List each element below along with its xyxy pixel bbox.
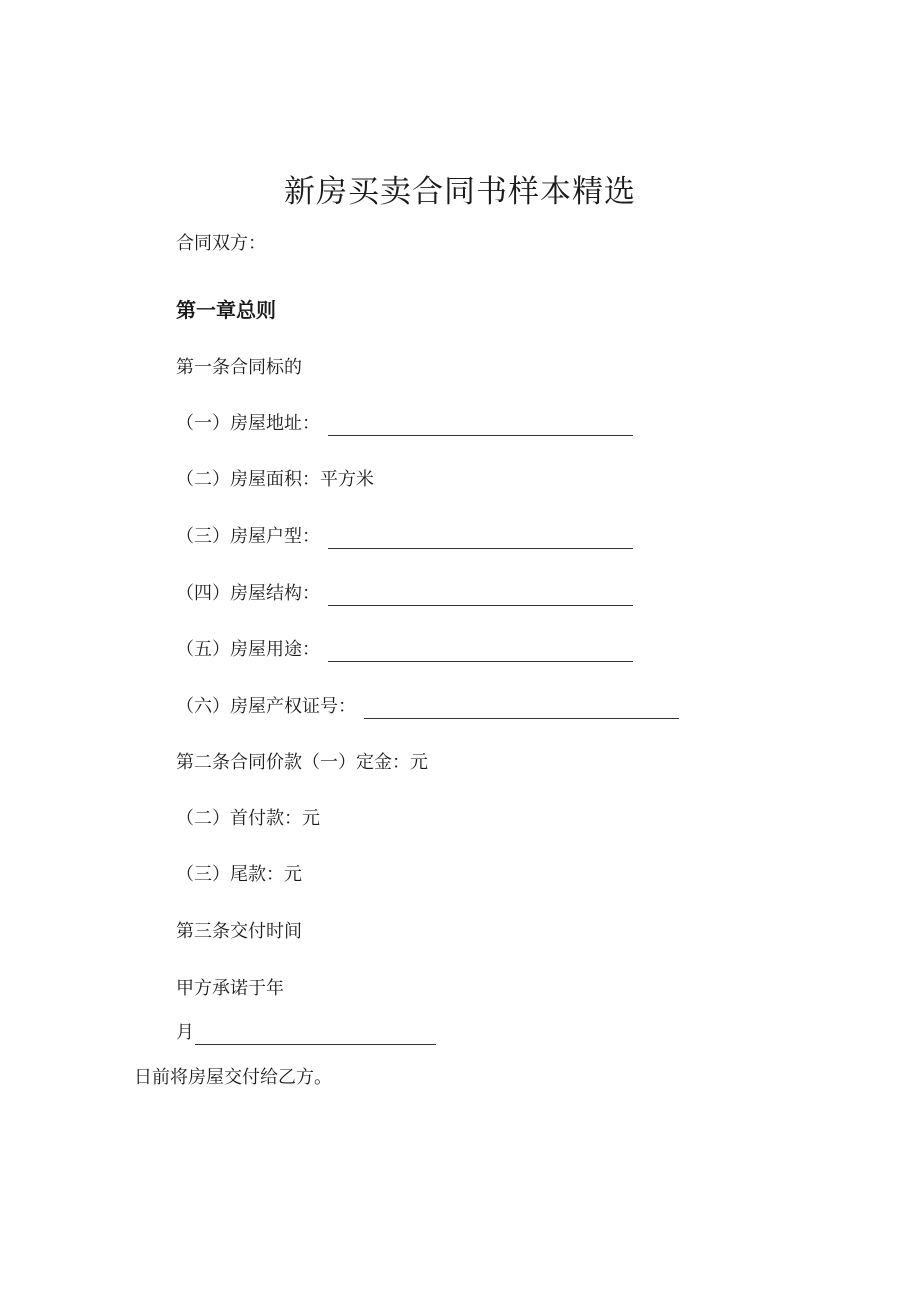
item-label: （二）房屋面积：平方米 <box>176 469 374 490</box>
fill-blank[interactable] <box>328 641 633 662</box>
month-label: 月 <box>176 1022 194 1043</box>
document-title: 新房买卖合同书样本精选 <box>284 174 636 210</box>
fill-blank[interactable] <box>364 698 679 719</box>
item-house-area <box>176 468 374 492</box>
fill-blank[interactable] <box>328 585 633 606</box>
item-property-certificate <box>176 695 679 719</box>
delivery-line-year: 甲方承诺于年 <box>176 978 284 999</box>
fill-blank[interactable] <box>328 415 633 436</box>
item-house-address <box>176 412 633 436</box>
item-house-structure <box>176 582 633 606</box>
item-label: （六）房屋产权证号： <box>176 696 356 717</box>
fill-blank[interactable] <box>195 1024 436 1045</box>
article-3-heading: 第三条交付时间 <box>176 921 302 942</box>
item-house-usage <box>176 638 633 662</box>
item-label: （五）房屋用途： <box>176 639 320 660</box>
article-1-heading: 第一条合同标的 <box>176 357 302 378</box>
item-label: （一）房屋地址： <box>176 413 320 434</box>
parties-label: 合同双方： <box>176 233 266 254</box>
delivery-line-month <box>176 1021 436 1045</box>
item-label: （三）房屋户型： <box>176 526 320 547</box>
article-2-heading: 第二条合同价款（一）定金：元 <box>176 752 428 773</box>
item-house-layout <box>176 525 633 549</box>
chapter-heading: 第一章总则 <box>176 298 276 322</box>
item-label: （四）房屋结构： <box>176 583 320 604</box>
delivery-line-day: 日前将房屋交付给乙方。 <box>134 1067 332 1088</box>
item-final-payment: （三）尾款：元 <box>176 864 302 885</box>
fill-blank[interactable] <box>328 528 633 549</box>
item-down-payment: （二）首付款：元 <box>176 808 320 829</box>
